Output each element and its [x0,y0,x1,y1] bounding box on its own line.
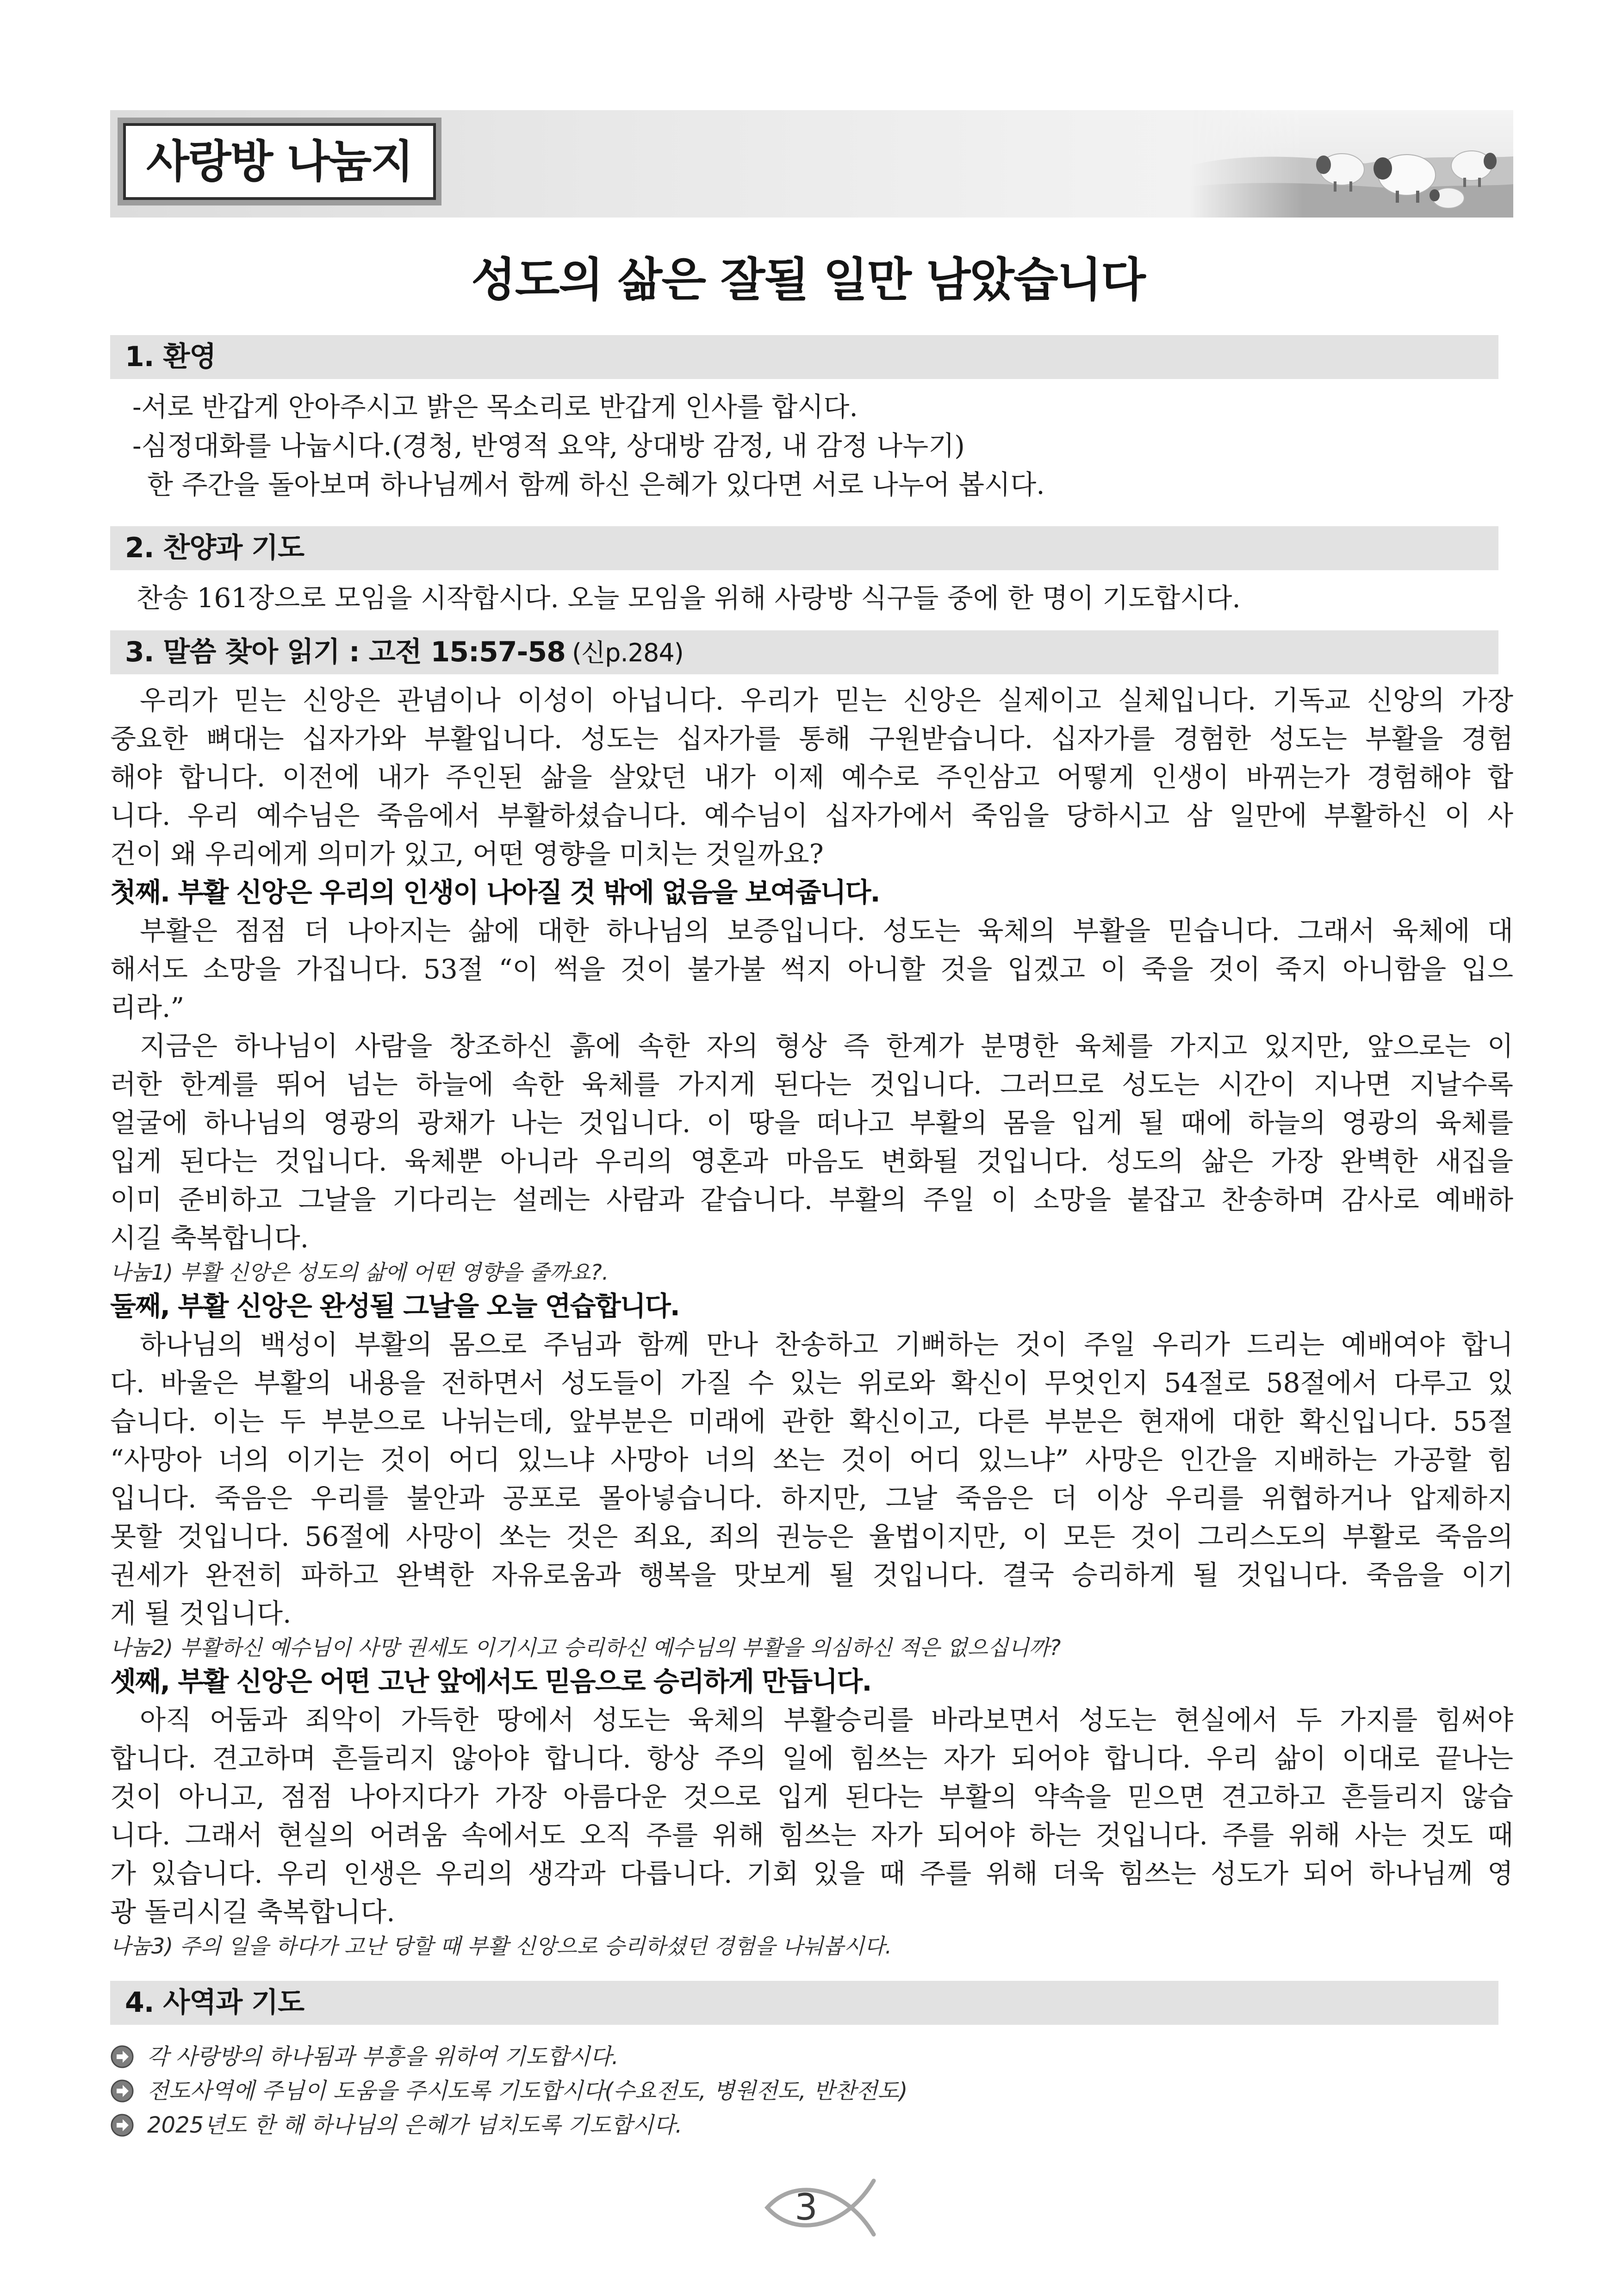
body-line: 입니다. 죽음은 우리를 불안과 공포로 몰아넣습니다. 하지만, 그날 죽음은 더 이상 우리를 위협하거나 압제하지 [110,1482,1513,1514]
prayer-list [110,2040,1513,2142]
page-number-text: 3 [795,2187,818,2228]
body-line: 부활은 점점 더 나아지는 삶에 대한 하나님의 보증입니다. 성도는 육체의 부활을 믿습니다. 그래서 육체에 대 [140,915,1513,946]
body-line: 러한 한계를 뛰어 넘는 하늘에 속한 육체를 가지게 된다는 것입니다. 그러므로 성도는 시간이 지나면 지날수록 [110,1069,1513,1100]
prayer-item [110,2074,1513,2108]
sharing-question: 나눔1) 부활 신앙은 성도의 삶에 어떤 영향을 줄까요?. [110,1260,609,1285]
body-line: 습니다. 이는 두 부분으로 나뉘는데, 앞부분은 미래에 관한 확신이고, 다른 부분은 현재에 대한 확신입니다. 55절 [110,1406,1513,1437]
body-line: 해서도 소망을 가집니다. 53절 “이 썩을 것이 불가불 썩지 아니할 것을 입겠고 이 죽을 것이 죽지 아니함을 입으 [110,953,1513,985]
body-line: 시길 축복합니다. [110,1222,309,1254]
body-line: 이미 준비하고 그날을 기다리는 설레는 사람과 같습니다. 부활의 주일 이 소망을 붙잡고 찬송하며 감사로 예배하 [110,1184,1513,1215]
arrow-circle-icon [110,2045,134,2069]
body-line: 해야 합니다. 이전에 내가 주인된 삶을 살았던 내가 이제 예수로 주인삼고 어떻게 인생이 바뀌는가 경험해야 합 [110,761,1513,793]
body-line: 광 돌리시길 축복합니다. [110,1896,395,1928]
body-line: 가 있습니다. 우리 인생은 우리의 생각과 다릅니다. 기회 있을 때 주를 위해 더욱 힘쓰는 성도가 되어 하나님께 영 [110,1858,1513,1889]
body-line: 못할 것입니다. 56절에 사망이 쏘는 것은 죄요, 죄의 권능은 율법이지만, 이 모든 것이 그리스도의 부활로 죽음의 [110,1521,1513,1552]
point-heading: 첫째. 부활 신앙은 우리의 인생이 나아질 것 밖에 없음을 보여줍니다. [110,877,880,908]
scripture-reference: (신p.284) [572,638,684,667]
body-line: 게 될 것입니다. [110,1598,292,1629]
body-line: 하나님의 백성이 부활의 몸으로 주님과 함께 만나 찬송하고 기뻐하는 것이 주일 우리가 드리는 예배여야 합니 [140,1329,1513,1360]
body-line: 얼굴에 하나님의 영광의 광채가 나는 것입니다. 이 땅을 떠나고 부활의 몸을 입게 될 때에 하늘의 영광의 육체를 [110,1107,1513,1139]
section-heading-praise [110,526,1498,570]
prayer-item [110,2040,1513,2074]
body-line: 건이 왜 우리에게 의미가 있고, 어떤 영향을 미치는 것일까요? [110,838,824,870]
prayer-item [110,2108,1513,2142]
sheep-photo [1189,110,1513,218]
section-heading-text: 2. 찬양과 기도 [125,532,305,564]
body-line: -서로 반갑게 안아주시고 밝은 목소리로 반갑게 인사를 합시다. [132,391,858,423]
body-line: 합니다. 견고하며 흔들리지 않아야 합니다. 항상 주의 일에 힘쓰는 자가 되어야 합니다. 우리 삶이 이대로 끝나는 [110,1742,1513,1774]
sermon-text [110,681,1513,1961]
point-heading: 셋째, 부활 신앙은 어떤 고난 앞에서도 믿음으로 승리하게 만듭니다. [110,1666,871,1697]
body-line: 권세가 완전히 파하고 완벽한 자유로움과 행복을 맛보게 될 것입니다. 결국 승리하게 될 것입니다. 죽음을 이기 [110,1559,1513,1591]
prayer-item-text: 전도사역에 주님이 도움을 주시도록 기도합시다(수요전도, 병원전도, 반찬전도) [147,2078,908,2104]
body-line: 것이 아니고, 점점 나아지다가 가장 아름다운 것으로 입게 된다는 부활의 약속을 믿으면 견고하고 흔들리지 않습 [110,1781,1513,1812]
section-heading-ministry [110,1981,1498,2025]
page-title: 성도의 삶은 잘될 일만 남았습니다 [471,253,1145,307]
page-number [759,2171,879,2245]
section-heading-scripture [110,630,1498,674]
body-line: “사망아 너의 이기는 것이 어디 있느냐 사망아 너의 쏘는 것이 어디 있느냐” 사망은 인간을 지배하는 가공할 힘 [110,1444,1513,1475]
section-heading-text: 1. 환영 [125,341,216,373]
body-line: 니다. 그래서 현실의 어려움 속에서도 오직 주를 위해 힘쓰는 자가 되어야 하는 것입니다. 주를 위해 사는 것도 때 [110,1819,1513,1851]
section-heading-text: 3. 말씀 찾아 읽기 : 고전 15:57-58 [125,636,566,668]
sharing-question: 나눔2) 부활하신 예수님이 사망 권세도 이기시고 승리하신 예수님의 부활을 의심하신 적은 없으십니까? [110,1635,1061,1660]
header-band [110,110,1513,218]
body-line: 아직 어둠과 죄악이 가득한 땅에서 성도는 육체의 부활승리를 바라보면서 성도는 현실에서 두 가지를 힘써야 [140,1704,1513,1736]
arrow-circle-icon [110,2079,134,2103]
prayer-item-text: 각 사랑방의 하나됨과 부흥을 위하여 기도합시다. [147,2044,619,2070]
body-line: 니다. 우리 예수님은 죽음에서 부활하셨습니다. 예수님이 십자가에서 죽임을 당하시고 삼 일만에 부활하신 이 사 [110,800,1513,831]
section-badge: 사랑방 나눔지 [118,118,441,205]
body-line: 한 주간을 돌아보며 하나님께서 함께 하신 은혜가 있다면 서로 나누어 봅시다. [147,469,1045,500]
body-line: 우리가 믿는 신앙은 관념이나 이성이 아닙니다. 우리가 믿는 신앙은 실제이고 실체입니다. 기독교 신앙의 가장 [140,684,1513,716]
praise-text [110,579,1513,617]
section-heading-welcome [110,335,1498,379]
body-line: 지금은 하나님이 사람을 창조하신 흙에 속한 자의 형상 즉 한계가 분명한 육체를 가지고 있지만, 앞으로는 이 [140,1030,1513,1062]
body-line: 다. 바울은 부활의 내용을 전하면서 성도들이 가질 수 있는 위로와 확신이 무엇인지 54절로 58절에서 다루고 있 [110,1367,1513,1399]
body-line: 입게 된다는 것입니다. 육체뿐 아니라 우리의 영혼과 마음도 변화될 것입니다. 성도의 삶은 가장 완벽한 새집을 [110,1145,1513,1177]
prayer-item-text: 2025년도 한 해 하나님의 은혜가 넘치도록 기도합시다. [147,2112,683,2138]
sharing-question: 나눔3) 주의 일을 하다가 고난 당할 때 부활 신앙으로 승리하셨던 경험을 나눠봅시다. [110,1934,892,1959]
body-line: 리라.” [110,992,185,1023]
arrow-circle-icon [110,2113,134,2137]
body-line: -심정대화를 나눕시다.(경청, 반영적 요약, 상대방 감정, 내 감정 나누기) [132,430,965,461]
point-heading: 둘째, 부활 신앙은 완성될 그날을 오늘 연습합니다. [110,1290,679,1322]
welcome-text [110,387,1513,504]
section-heading-text: 4. 사역과 기도 [125,1986,305,2019]
body-line: 중요한 뼈대는 십자가와 부활입니다. 성도는 십자가를 통해 구원받습니다. 십자가를 경험한 성도는 부활을 경험 [110,723,1513,754]
body-line: 찬송 161장으로 모임을 시작합시다. 오늘 모임을 위해 사랑방 식구들 중에 한 명이 기도합시다. [137,582,1241,614]
